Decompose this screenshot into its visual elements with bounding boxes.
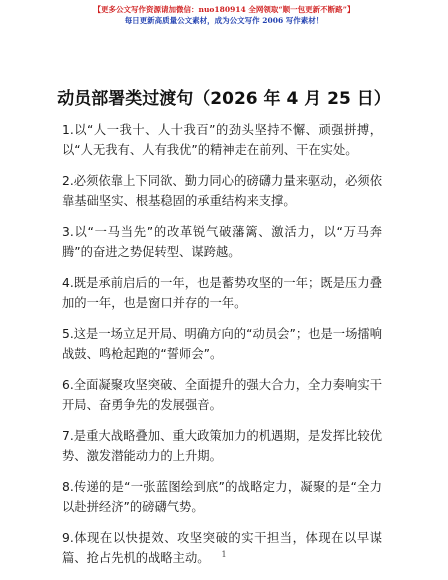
paragraph-4: 4.既是承前启后的一年，也是蓄势攻坚的一年；既是压力叠加的一年，也是窗口并存的一年。 — [62, 276, 382, 310]
paragraph-2: 2.必须依靠上下同欲、勤力同心的磅礴力量来驱动，必须依靠基础坚实、根基稳固的承重结构来支撑。 — [62, 174, 382, 208]
page-number: 1 — [221, 550, 227, 559]
paragraph-7: 7.是重大战略叠加、重大政策加力的机遇期，是发挥比较优势、激发潜能动力的上升期。 — [62, 429, 382, 463]
banner-update-line: 每日更新高质量公文素材，成为公文写作 2006 写作素材！ — [124, 16, 324, 25]
paragraph-9: 9.体现在以快提效、攻坚突破的实干担当，体现在以早谋篇、抢占先机的战略主动。 — [62, 531, 382, 565]
header-banner — [0, 4, 448, 26]
document-title: 动员部署类过渡句（2026 年 4 月 25 日） — [57, 89, 391, 109]
paragraph-3: 3.以“一马当先”的改革锐气破藩篱、激活力，以“万马奔腾”的奋进之势促转型、谋跨越。 — [62, 225, 382, 259]
paragraph-5: 5.这是一场立足开局、明确方向的“动员会”；也是一场擂响战鼓、鸣枪起跑的“誓师会”。 — [62, 327, 382, 361]
banner-promo-line: 【更多公文写作资源请加微信：nuo180914 全网领取“顺一包更新不断路”】 — [93, 5, 355, 14]
paragraph-6: 6.全面凝聚攻坚突破、全面提升的强大合力，全力奏响实干开局、奋勇争先的发展强音。 — [62, 378, 382, 412]
paragraph-1: 1.以“人一我十、人十我百”的劲头坚持不懈、顽强拼搏，以“人无我有、人有我优”的精神走在前列、干在实处。 — [62, 123, 382, 157]
document-body — [62, 120, 382, 579]
paragraph-8: 8.传递的是“一张蓝图绘到底”的战略定力，凝聚的是“全力以赴拼经济”的磅礴气势。 — [62, 480, 382, 514]
